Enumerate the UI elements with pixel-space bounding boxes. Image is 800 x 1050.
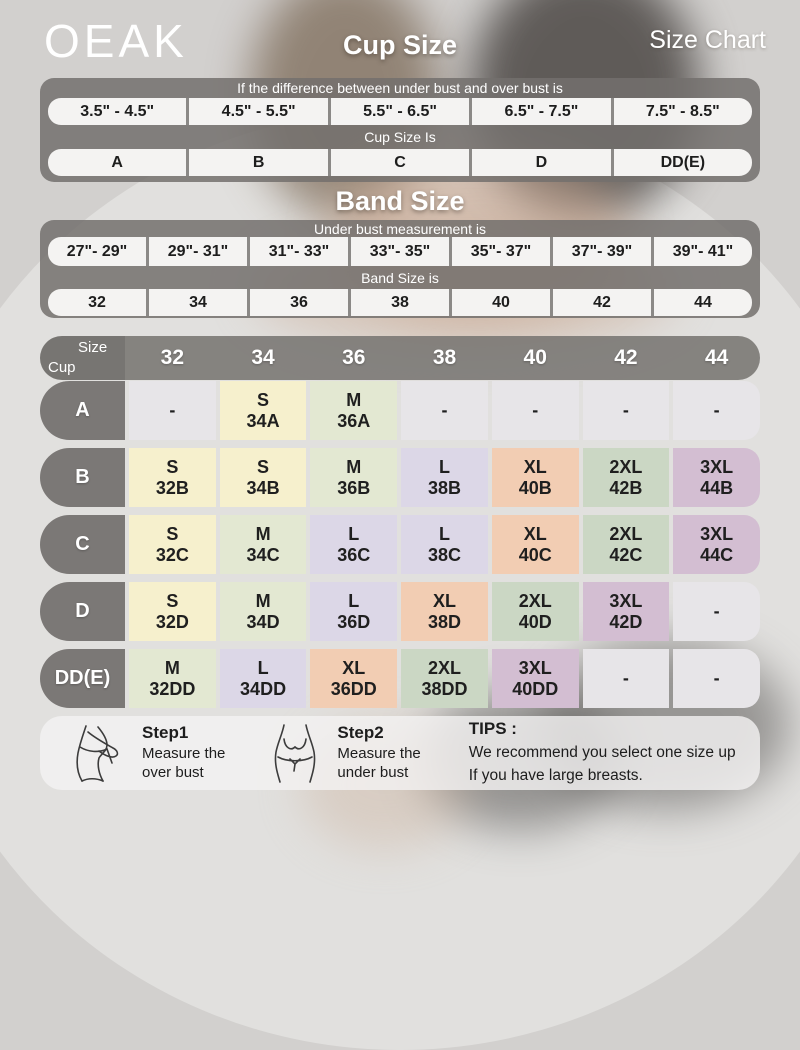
cup-letter-cell: C bbox=[328, 149, 469, 176]
band-column-header: 36 bbox=[342, 346, 366, 369]
size-cell: S 34A bbox=[220, 381, 307, 440]
size-cell: S 32C bbox=[129, 515, 216, 574]
empty-cell: - bbox=[401, 381, 488, 440]
matrix-header-row bbox=[40, 336, 760, 380]
tips-title: TIPS : bbox=[468, 719, 517, 739]
brand-logo: OEAK bbox=[44, 15, 188, 67]
cup-size-table bbox=[40, 78, 760, 182]
size-cell: XL 38D bbox=[401, 582, 488, 641]
cup-letter-cell: D bbox=[469, 149, 610, 176]
measurement-footer bbox=[40, 716, 760, 790]
cup-range-cell: 5.5" - 6.5" bbox=[328, 98, 469, 125]
band-value-cell: 32 bbox=[88, 293, 106, 311]
size-cell: 3XL 44C bbox=[673, 515, 760, 574]
measure-over-bust-icon bbox=[62, 723, 128, 783]
size-cell: L 36C bbox=[310, 515, 397, 574]
cup-letter-cell: DD(E) bbox=[611, 149, 752, 176]
cup-letter-cell: B bbox=[186, 149, 327, 176]
size-cell: M 32DD bbox=[129, 649, 216, 708]
cup-condition-label: If the difference between under bust and over bust is bbox=[237, 80, 563, 96]
page-title: Size Chart bbox=[649, 26, 766, 54]
band-value-cell: 44 bbox=[651, 289, 752, 316]
tips-block: TIPS : We recommend you select one size up If you have large breasts. bbox=[468, 719, 736, 784]
band-range-cell: 33"- 35" bbox=[348, 237, 449, 266]
band-size-table bbox=[40, 220, 760, 318]
empty-cell: - bbox=[583, 381, 670, 440]
matrix-corner-cell bbox=[40, 336, 125, 380]
cup-size-title: Cup Size bbox=[342, 30, 457, 60]
band-range-cell: 39"- 41" bbox=[651, 237, 752, 266]
empty-cell: - bbox=[673, 381, 760, 440]
cup-letter-cell: A bbox=[111, 153, 123, 171]
band-value-cell: 40 bbox=[449, 289, 550, 316]
size-cell: L 38C bbox=[401, 515, 488, 574]
corner-cup-label: Cup bbox=[48, 359, 76, 376]
step1-title: Step1 bbox=[142, 723, 189, 743]
size-cell: L 34DD bbox=[220, 649, 307, 708]
size-cell: M 36B bbox=[310, 448, 397, 507]
size-cell: L 38B bbox=[401, 448, 488, 507]
empty-cell: - bbox=[492, 381, 579, 440]
band-column-header: 34 bbox=[251, 346, 275, 369]
measure-under-bust-icon bbox=[267, 723, 323, 783]
empty-cell: - bbox=[129, 381, 216, 440]
band-range-row bbox=[48, 237, 752, 266]
band-range-cell: 37"- 39" bbox=[550, 237, 651, 266]
size-cell: 2XL 38DD bbox=[401, 649, 488, 708]
cup-row-label: C bbox=[40, 515, 125, 574]
corner-size-label: Size bbox=[78, 339, 108, 356]
cup-range-cell: 3.5" - 4.5" bbox=[80, 102, 155, 120]
band-column-header: 42 bbox=[614, 346, 638, 369]
band-column-header: 44 bbox=[704, 346, 729, 369]
band-value-cell: 34 bbox=[146, 289, 247, 316]
band-value-row bbox=[48, 289, 752, 316]
size-cell: S 34B bbox=[220, 448, 307, 507]
size-cell: XL 40B bbox=[492, 448, 579, 507]
cup-range-cell: 7.5" - 8.5" bbox=[611, 98, 752, 125]
size-cell: 2XL 42C bbox=[583, 515, 670, 574]
cup-result-label: Cup Size Is bbox=[364, 129, 436, 145]
band-range-cell: 35"- 37" bbox=[449, 237, 550, 266]
size-cell: M 36A bbox=[310, 381, 397, 440]
cup-range-row bbox=[48, 98, 752, 125]
size-cell: 2XL 42B bbox=[583, 448, 670, 507]
band-range-cell: 31"- 33" bbox=[247, 237, 348, 266]
step2-text: Step2 Measure the under bust bbox=[337, 723, 421, 781]
cup-range-cell: 6.5" - 7.5" bbox=[469, 98, 610, 125]
band-column-header: 32 bbox=[160, 346, 185, 369]
size-cell: XL 36DD bbox=[310, 649, 397, 708]
size-cell: 3XL 42D bbox=[583, 582, 670, 641]
band-result-label: Band Size is bbox=[361, 269, 439, 286]
band-column-header: 40 bbox=[523, 346, 547, 369]
cup-row-label: DD(E) bbox=[40, 649, 125, 708]
size-matrix bbox=[40, 381, 760, 708]
size-cell: M 34D bbox=[220, 582, 307, 641]
empty-cell: - bbox=[583, 649, 670, 708]
cup-letter-row bbox=[48, 149, 752, 176]
cup-row-label: B bbox=[40, 448, 125, 507]
band-range-cell: 29"- 31" bbox=[146, 237, 247, 266]
size-cell: 3XL 44B bbox=[673, 448, 760, 507]
band-range-cell: 27"- 29" bbox=[66, 242, 128, 260]
size-cell: 2XL 40D bbox=[492, 582, 579, 641]
band-size-title: Band Size bbox=[335, 186, 465, 216]
size-cell: L 36D bbox=[310, 582, 397, 641]
size-cell: S 32B bbox=[129, 448, 216, 507]
size-cell: M 34C bbox=[220, 515, 307, 574]
cup-row-label: A bbox=[40, 381, 125, 440]
size-cell: 3XL 40DD bbox=[492, 649, 579, 708]
size-cell: XL 40C bbox=[492, 515, 579, 574]
empty-cell: - bbox=[673, 582, 760, 641]
size-cell: S 32D bbox=[129, 582, 216, 641]
band-condition-label: Under bust measurement is bbox=[314, 220, 486, 237]
cup-row-label: D bbox=[40, 582, 125, 641]
step2-title: Step2 bbox=[337, 723, 384, 743]
empty-cell: - bbox=[673, 649, 760, 708]
band-value-cell: 42 bbox=[550, 289, 651, 316]
step1-text: Step1 Measure the over bust bbox=[142, 723, 226, 781]
cup-range-cell: 4.5" - 5.5" bbox=[186, 98, 327, 125]
band-value-cell: 36 bbox=[247, 289, 348, 316]
band-value-cell: 38 bbox=[348, 289, 449, 316]
band-column-header: 38 bbox=[432, 346, 457, 369]
